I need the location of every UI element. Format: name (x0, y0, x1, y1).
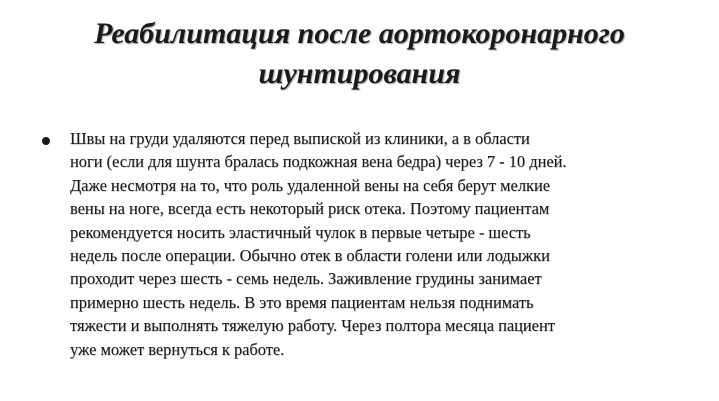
bullet-line-9: тяжести и выполнять тяжелую работу. Через полтора месяца пациент (70, 316, 555, 336)
bullet-line-10: уже может вернуться к работе. (70, 339, 285, 359)
bullet-list (36, 127, 696, 361)
slide-title (40, 14, 679, 94)
bullet-line-1: Швы на груди удаляются перед выпиской из клиники, а в области (70, 129, 530, 148)
bullet-line-5: рекомендуется носить эластичный чулок в первые четыре - шесть (70, 222, 531, 242)
bullet-line-8: примерно шесть недель. В это время пациентам нельзя поднимать (70, 292, 534, 312)
bullet-text (70, 127, 670, 361)
bullet-item (36, 127, 696, 361)
bullet-line-7: проходит через шесть - семь недель. Заживление грудины занимает (70, 269, 542, 289)
slide-title-line-2: шунтирования (258, 57, 461, 90)
bullet-line-3: Даже несмотря на то, что роль удаленной вены на себя берут мелкие (70, 175, 551, 195)
bullet-line-2: ноги (если для шунта бралась подкожная вена бедра) через 7 - 10 дней. (70, 152, 567, 172)
bullet-line-6: недель после операции. Обычно отек в области голени или лодыжки (70, 246, 550, 266)
slide-title-line-1: Реабилитация после аортокоронарного (94, 17, 625, 50)
bullet-line-4: вены на ноге, всегда есть некоторый риск отека. Поэтому пациентам (70, 199, 550, 219)
bullet-dot-icon (42, 137, 50, 145)
